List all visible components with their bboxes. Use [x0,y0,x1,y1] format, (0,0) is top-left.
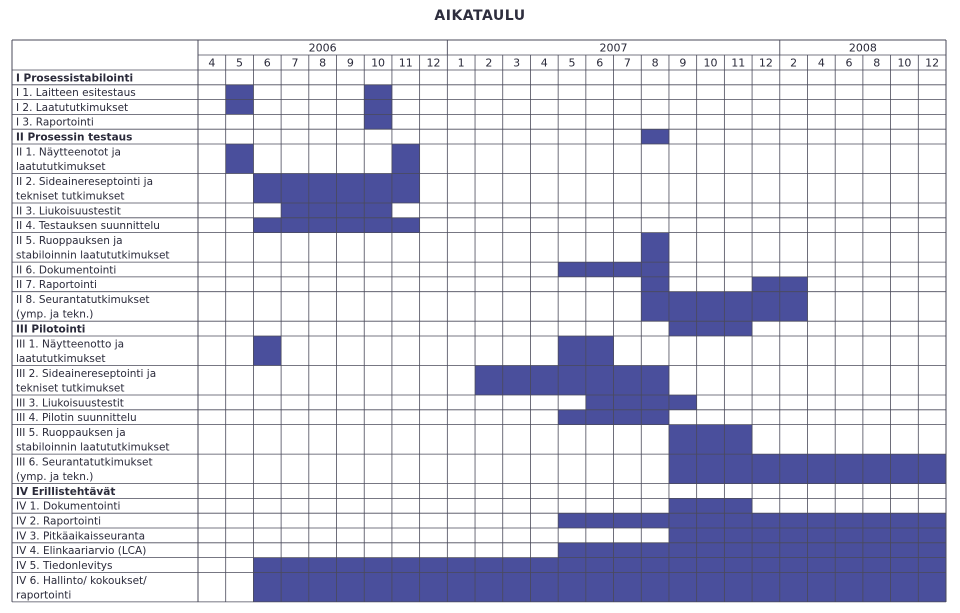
gantt-bar-cell [253,336,281,366]
gantt-bar-cell [669,454,697,484]
gantt-bar-cell [337,174,365,204]
row-label: tekniset tutkimukset [16,190,125,203]
gantt-bar-cell [586,558,614,573]
gantt-bar-cell [337,558,365,573]
page-title: AIKATAULU [434,8,526,24]
gantt-bar-cell [364,100,392,115]
gantt-bar-cell [752,277,780,292]
gantt-bar-cell [503,572,531,602]
gantt-bar-cell [863,572,891,602]
gantt-bar-cell [780,572,808,602]
gantt-bar-cell [614,513,642,528]
gantt-bar-cell [835,513,863,528]
month-label: 11 [731,56,746,70]
row-label: I 3. Raportointi [16,116,94,129]
gantt-bar-cell [918,528,946,543]
gantt-bar-cell [835,572,863,602]
gantt-bar-cell [530,572,558,602]
year-label: 2007 [599,41,628,55]
month-label: 10 [371,56,386,70]
gantt-bar-cell [586,513,614,528]
gantt-bar-cell [475,572,503,602]
gantt-bar-cell [364,174,392,204]
gantt-bar-cell [835,528,863,543]
gantt-bar-cell [392,218,420,233]
month-label: 12 [925,56,940,70]
gantt-bar-cell [780,513,808,528]
gantt-bar-cell [641,292,669,322]
gantt-bar-cell [891,528,919,543]
row-label: laatututkimukset [16,353,106,365]
year-label: 2006 [308,41,337,55]
gantt-bar-cell [669,528,697,543]
gantt-bar-cell [614,572,642,602]
gantt-bar-cell [309,218,337,233]
gantt-bar-cell [724,572,752,602]
gantt-bar-cell [392,144,420,174]
gantt-bar-cell [558,410,586,425]
gantt-bar-cell [835,543,863,558]
gantt-bar-cell [586,336,614,366]
gantt-bar-cell [253,174,281,204]
gantt-bar-cell [724,321,752,336]
row-label: IV 5. Tiedonlevitys [16,559,113,572]
gantt-bar-cell [724,558,752,573]
row-label: II Prosessin testaus [16,131,133,144]
gantt-bar-cell [641,558,669,573]
month-label: 3 [513,56,521,70]
row-label: IV 1. Dokumentointi [16,500,121,513]
gantt-bar-cell [281,572,309,602]
month-label: 12 [426,56,441,70]
gantt-bar-cell [724,528,752,543]
gantt-bar-cell [641,366,669,396]
row-label: III 4. Pilotin suunnittelu [16,412,137,425]
gantt-bar-cell [863,543,891,558]
gantt-bar-cell [364,558,392,573]
gantt-bar-cell [752,558,780,573]
gantt-bar-cell [281,203,309,218]
gantt-bar-cell [669,558,697,573]
gantt-bar-cell [586,366,614,396]
row-label: II 3. Liukoisuustestit [16,205,121,218]
gantt-bar-cell [586,572,614,602]
row-label: raportointi [16,589,72,602]
gantt-bar-cell [669,321,697,336]
gantt-bar-cell [641,513,669,528]
month-label: 12 [758,56,773,70]
gantt-bar-cell [503,366,531,396]
gantt-bar-cell [807,528,835,543]
gantt-bar-cell [586,262,614,277]
row-label: IV 4. Elinkaariarvio (LCA) [16,545,147,558]
month-label: 8 [651,56,659,70]
row-label: III 2. Sideainereseptointi ja [16,368,157,380]
row-label: IV 3. Pitkäaikaisseuranta [16,530,146,543]
month-label: 4 [208,56,216,70]
gantt-bar-cell [752,528,780,543]
gantt-bar-cell [669,513,697,528]
gantt-bar-cell [807,558,835,573]
gantt-bar-cell [337,218,365,233]
gantt-bar-cell [226,144,254,174]
gantt-bar-cell [641,262,669,277]
gantt-bar-cell [503,558,531,573]
gantt-bar-cell [309,572,337,602]
month-label: 5 [236,56,244,70]
row-label: (ymp. ja tekn.) [16,308,94,321]
gantt-bar-cell [697,543,725,558]
month-label: 8 [873,56,881,70]
month-label: 9 [679,56,687,70]
row-label: IV Erillistehtävät [16,485,116,498]
gantt-bar-cell [918,558,946,573]
gantt-bar-cell [364,114,392,129]
gantt-bar-cell [641,129,669,144]
gantt-bar-cell [724,292,752,322]
month-label: 5 [568,56,576,70]
row-label: II 2. Sideainereseptointi ja [16,176,154,188]
gantt-bar-cell [724,543,752,558]
gantt-bar-cell [780,277,808,292]
gantt-bar-cell [586,410,614,425]
gantt-bar-cell [752,572,780,602]
gantt-bar-cell [724,425,752,455]
month-label: 9 [346,56,354,70]
row-label: III 3. Liukoisuustestit [16,397,124,410]
gantt-bar-cell [586,395,614,410]
gantt-bar-cell [863,528,891,543]
gantt-bar-cell [253,218,281,233]
gantt-bar-cell [641,277,669,292]
gantt-bar-cell [558,366,586,396]
gantt-bar-cell [641,543,669,558]
gantt-bar-cell [586,543,614,558]
gantt-bar-cell [780,543,808,558]
row-label: stabiloinnin laatututkimukset [16,441,170,454]
row-label: III Pilotointi [16,323,86,336]
gantt-bar-cell [669,395,697,410]
gantt-bar-cell [614,543,642,558]
gantt-bar-cell [614,262,642,277]
gantt-bar-cell [891,513,919,528]
row-label: I 2. Laatututkimukset [16,101,129,114]
gantt-bar-cell [863,513,891,528]
row-label: III 5. Ruoppauksen ja [16,427,126,440]
gantt-bar-cell [226,100,254,115]
gantt-bar-cell [309,558,337,573]
gantt-bar-cell [724,454,752,484]
gantt-bar-cell [835,454,863,484]
month-label: 7 [623,56,631,70]
row-label: II 6. Dokumentointi [16,264,117,277]
gantt-bar-cell [475,558,503,573]
gantt-bar-cell [807,572,835,602]
gantt-bar-cell [281,558,309,573]
row-label: IV 2. Raportointi [16,515,102,528]
row-label: II 8. Seurantatutkimukset [16,294,150,307]
month-label: 2 [485,56,493,70]
row-label: IV 6. Hallinto/ kokoukset/ [16,574,147,587]
gantt-bar-cell [780,292,808,322]
gantt-bar-cell [807,543,835,558]
gantt-bar-cell [807,454,835,484]
gantt-bar-cell [281,174,309,204]
gantt-bar-cell [697,558,725,573]
gantt-bar-cell [752,543,780,558]
gantt-bar-cell [891,572,919,602]
gantt-bar-cell [780,528,808,543]
gantt-bar-cell [669,543,697,558]
gantt-bar-cell [558,558,586,573]
gantt-bar-cell [337,572,365,602]
gantt-bar-cell [253,572,281,602]
row-label: stabiloinnin laatututkimukset [16,249,170,262]
gantt-bar-cell [697,425,725,455]
gantt-bar-cell [752,513,780,528]
gantt-bar-cell [309,174,337,204]
gantt-bar-cell [558,572,586,602]
row-label: II 1. Näytteenotot ja [16,146,121,159]
gantt-bar-cell [669,425,697,455]
gantt-bar-cell [309,203,337,218]
gantt-bar-cell [614,410,642,425]
gantt-bar-cell [392,558,420,573]
gantt-bar-cell [420,572,448,602]
month-label: 7 [291,56,299,70]
gantt-bar-cell [447,558,475,573]
gantt-bar-cell [558,513,586,528]
gantt-bar-cell [752,454,780,484]
gantt-bar-cell [918,543,946,558]
gantt-bar-cell [835,558,863,573]
gantt-bar-cell [530,558,558,573]
gantt-bar-cell [807,513,835,528]
month-label: 10 [703,56,718,70]
month-label: 10 [897,56,912,70]
month-label: 1 [457,56,465,70]
row-label: III 6. Seurantatutkimukset [16,456,153,469]
gantt-bar-cell [918,572,946,602]
gantt-bar-cell [752,292,780,322]
gantt-bar-cell [697,513,725,528]
row-label: III 1. Näytteenotto ja [16,338,125,351]
gantt-bar-cell [392,572,420,602]
month-label: 8 [319,56,327,70]
gantt-bar-cell [614,558,642,573]
gantt-bar-cell [724,498,752,513]
gantt-bar-cell [364,85,392,100]
gantt-bar-cell [364,572,392,602]
gantt-bar-cell [697,321,725,336]
month-label: 6 [263,56,271,70]
row-label: (ymp. ja tekn.) [16,471,94,484]
month-label: 4 [540,56,548,70]
gantt-bar-cell [641,233,669,263]
gantt-bar-cell [669,292,697,322]
gantt-bar-cell [392,174,420,204]
row-label: II 5. Ruoppauksen ja [16,235,123,248]
row-label: I 1. Laitteen esitestaus [16,87,136,100]
gantt-bar-cell [475,366,503,396]
gantt-bar-cell [641,395,669,410]
gantt-bar-cell [281,218,309,233]
gantt-bar-cell [918,513,946,528]
gantt-bar-cell [891,543,919,558]
year-label: 2008 [848,41,877,55]
gantt-bar-cell [891,558,919,573]
gantt-bar-cell [669,498,697,513]
row-label: I Prosessistabilointi [16,72,134,85]
gantt-bar-cell [226,85,254,100]
gantt-bar-cell [558,543,586,558]
gantt-bar-cell [891,454,919,484]
gantt-bar-cell [420,558,448,573]
gantt-bar-cell [697,454,725,484]
gantt-bar-cell [780,454,808,484]
gantt-bar-cell [641,410,669,425]
gantt-bar-cell [697,528,725,543]
gantt-bar-cell [724,513,752,528]
month-label: 6 [845,56,853,70]
gantt-bar-cell [918,454,946,484]
row-label: II 4. Testauksen suunnittelu [16,220,160,233]
gantt-bar-cell [558,336,586,366]
gantt-bar-cell [530,366,558,396]
month-label: 2 [790,56,798,70]
gantt-bar-cell [558,262,586,277]
row-label: laatututkimukset [16,161,106,173]
gantt-bar-cell [780,558,808,573]
month-label: 11 [398,56,413,70]
gantt-bar-cell [614,395,642,410]
month-label: 4 [817,56,825,70]
row-label: II 7. Raportointi [16,279,97,292]
month-label: 6 [596,56,604,70]
gantt-bar-cell [614,366,642,396]
gantt-bar-cell [364,203,392,218]
gantt-bar-cell [447,572,475,602]
gantt-bar-cell [253,558,281,573]
gantt-bar-cell [337,203,365,218]
gantt-bar-cell [697,572,725,602]
gantt-bar-cell [863,454,891,484]
gantt-bar-cell [641,572,669,602]
row-label: tekniset tutkimukset [16,382,125,395]
gantt-bar-cell [863,558,891,573]
gantt-bar-cell [669,572,697,602]
gantt-bar-cell [697,292,725,322]
gantt-bar-cell [364,218,392,233]
gantt-bar-cell [697,498,725,513]
